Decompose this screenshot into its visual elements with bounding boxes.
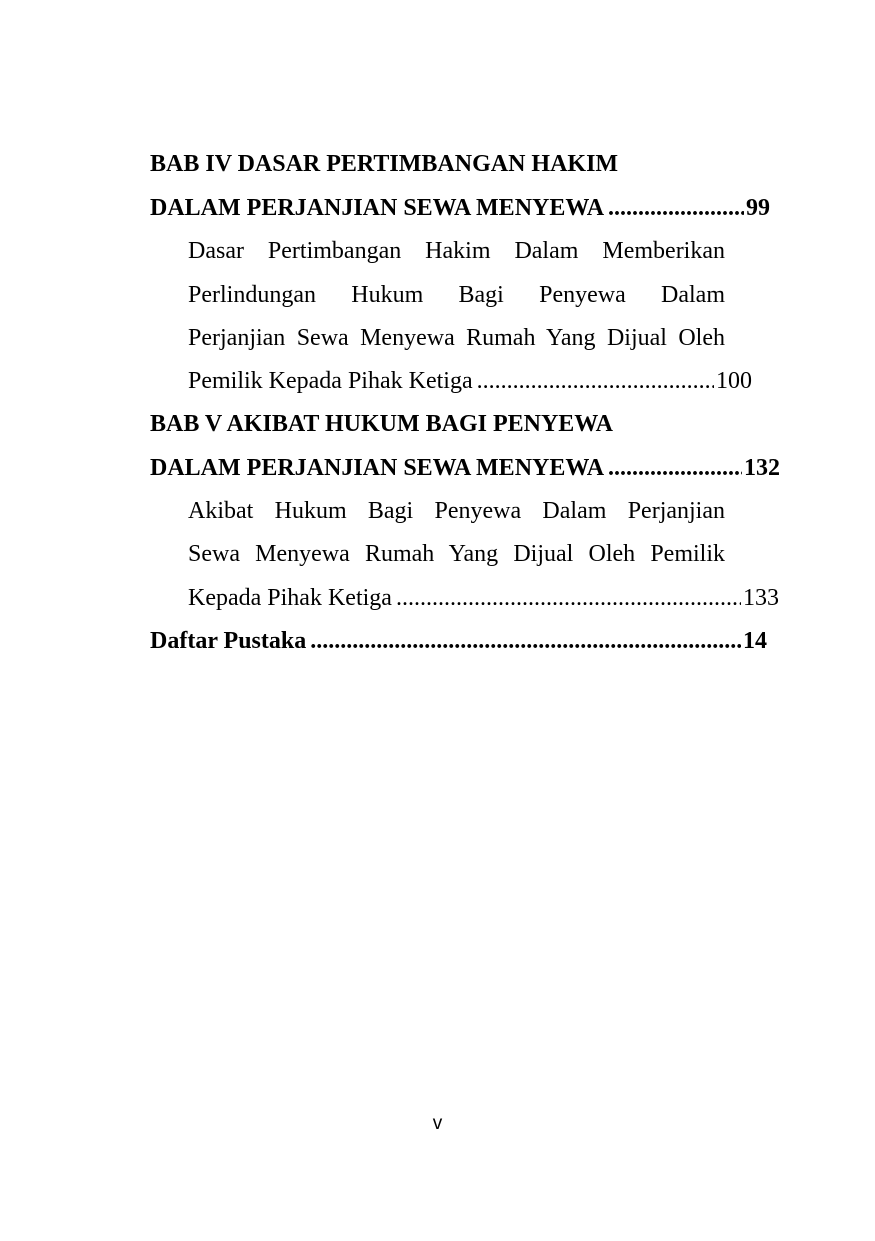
bab-iv-title: DALAM PERJANJIAN SEWA MENYEWA <box>150 195 605 221</box>
dot-leader <box>396 583 741 613</box>
bab-v-page-number: 132 <box>744 455 780 481</box>
bab-iv-sub-line-3: Perjanjian Sewa Menyewa Rumah Yang Dijual Oleh <box>188 325 725 351</box>
bab-iv-sub-line-4: Pemilik Kepada Pihak Ketiga <box>188 368 473 394</box>
dot-leader <box>608 453 742 483</box>
bab-iv-sub-page-number: 100 <box>716 368 752 394</box>
dot-leader <box>477 366 714 396</box>
bab-v-title: DALAM PERJANJIAN SEWA MENYEWA <box>150 455 605 481</box>
dot-leader <box>608 193 744 223</box>
bab-iv-sub-entry[interactable] <box>188 366 752 396</box>
bab-iv-sub-line-1: Dasar Pertimbangan Hakim Dalam Memberikan <box>188 238 725 264</box>
bab-v-sub-entry[interactable] <box>188 583 779 613</box>
daftar-pustaka-label: Daftar Pustaka <box>150 628 307 654</box>
bab-v-sub-line-2: Sewa Menyewa Rumah Yang Dijual Oleh Pemilik <box>188 541 725 567</box>
bab-iv-sub-line-2: Perlindungan Hukum Bagi Penyewa Dalam <box>188 282 725 308</box>
bab-v-sub-line-1: Akibat Hukum Bagi Penyewa Dalam Perjanjian <box>188 498 725 524</box>
bab-v-heading: BAB V AKIBAT HUKUM BAGI PENYEWA <box>150 411 613 437</box>
dot-leader <box>310 626 741 656</box>
daftar-pustaka-entry[interactable] <box>150 626 767 656</box>
page-number: v <box>432 1113 443 1134</box>
daftar-pustaka-page-number: 14 <box>743 628 767 654</box>
bab-iv-heading: BAB IV DASAR PERTIMBANGAN HAKIM <box>150 151 619 177</box>
bab-iv-page-number: 99 <box>746 195 770 221</box>
bab-v-sub-page-number: 133 <box>743 585 779 611</box>
bab-iv-title-entry[interactable] <box>150 193 770 223</box>
bab-v-title-entry[interactable] <box>150 453 780 483</box>
bab-v-sub-line-3: Kepada Pihak Ketiga <box>188 585 392 611</box>
